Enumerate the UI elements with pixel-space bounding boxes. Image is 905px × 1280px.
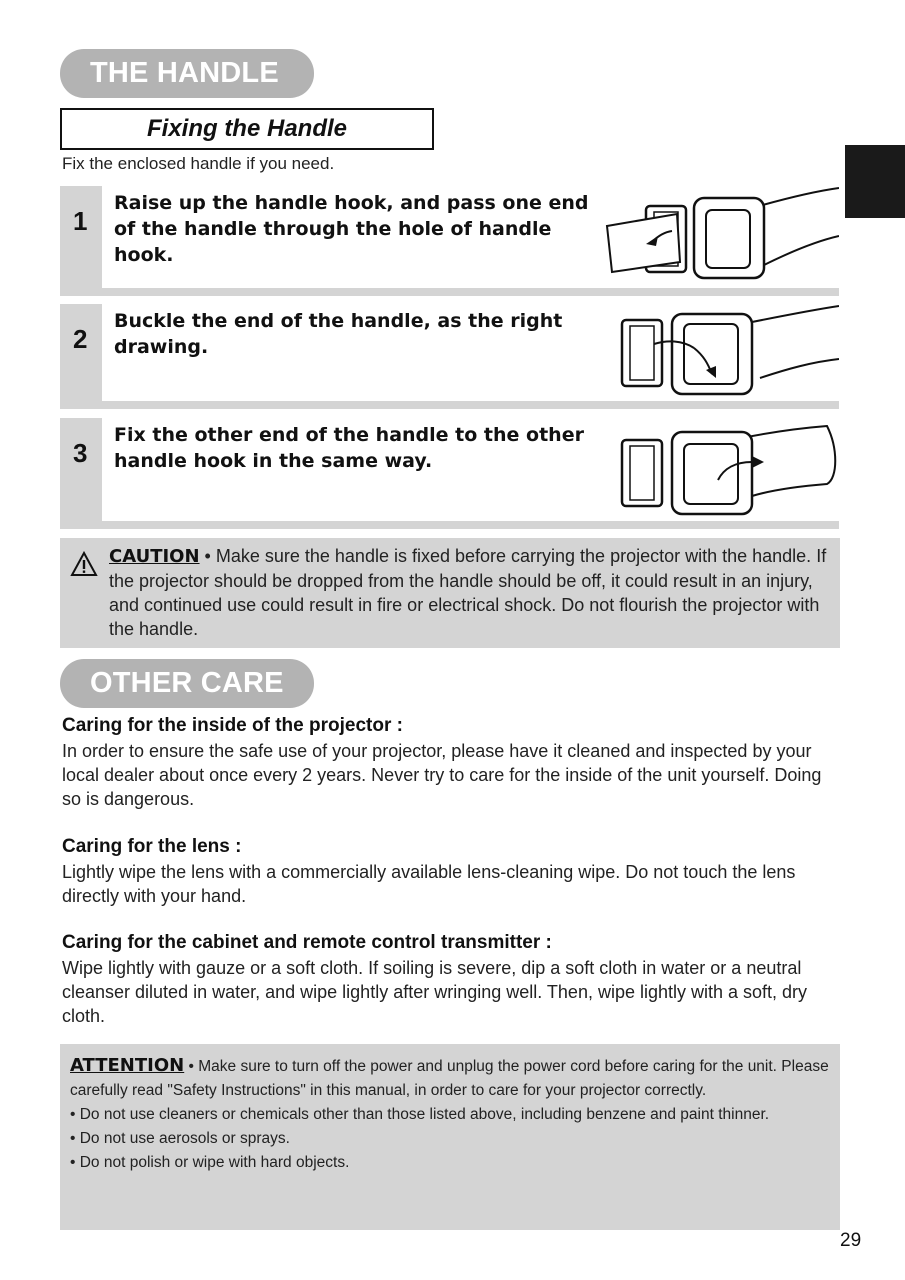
- attention-bullet-2: • Do not use aerosols or sprays.: [70, 1130, 290, 1147]
- caution-box: [60, 538, 840, 648]
- attention-bullet-3: • Do not polish or wipe with hard objects.: [70, 1154, 350, 1171]
- section-title-other-care: [60, 659, 314, 708]
- step-1-number: 1: [73, 206, 88, 236]
- step-1-text: Raise up the handle hook, and pass one end of the handle through the hole of handle hook.: [114, 192, 589, 266]
- step-2-panel: [102, 304, 839, 401]
- care-lens-body: Lightly wipe the lens with a commercially available lens-cleaning wipe. Do not touch the lens directly with your hand.: [62, 862, 796, 906]
- step-2-number: 2: [73, 324, 88, 354]
- attention-text: • Make sure to turn off the power and unplug the power cord before caring for the unit. Please carefully read "Safety Instructions" in this manual, in order to care for your projector correctly.: [70, 1058, 829, 1099]
- step-1: [60, 186, 839, 296]
- attention-paragraph: [70, 1054, 830, 1103]
- step-3-number: 3: [73, 438, 88, 468]
- care-lens-heading: Caring for the lens :: [62, 836, 242, 857]
- caution-text: • Make sure the handle is fixed before carrying the projector with the handle. If the projector should be dropped from the handle should be off, it could result in an injury, and continued use could result in fire or electrical shock. Do not flourish the projector with the handle.: [109, 546, 827, 639]
- handle-hook-step1-illustration: [602, 186, 839, 286]
- step-2: [60, 304, 839, 409]
- fixing-handle-subheading-text: Fixing the Handle: [146, 115, 347, 142]
- step-3-text: Fix the other end of the handle to the other handle hook in the same way.: [114, 424, 584, 472]
- fixing-intro-text: Fix the enclosed handle if you need.: [62, 154, 335, 173]
- section-side-tab: [845, 145, 905, 218]
- warning-triangle-icon: [70, 551, 98, 577]
- section-title-handle-text: THE HANDLE: [90, 57, 279, 89]
- fixing-handle-subheading: [60, 108, 434, 150]
- step-1-panel: [102, 186, 839, 288]
- step-3-panel: [102, 418, 839, 521]
- step-2-text: Buckle the end of the handle, as the right drawing.: [114, 310, 563, 358]
- section-title-other-care-text: OTHER CARE: [90, 667, 284, 699]
- caution-paragraph: [72, 544, 828, 641]
- caution-label: CAUTION: [109, 546, 200, 567]
- section-title-handle: [60, 49, 314, 98]
- page-number: 29: [840, 1230, 862, 1251]
- care-cabinet-body: Wipe lightly with gauze or a soft cloth. If soiling is severe, dip a soft cloth in water or a neutral cleanser diluted in water, and wipe lightly after wringing well. Then, wipe lightly with a soft, dry cloth.: [62, 958, 808, 1026]
- care-inside-body: In order to ensure the safe use of your projector, please have it cleaned and inspected by your local dealer about once every 2 years. Never try to care for the inside of the unit yourself. Doing so is dangerous.: [62, 741, 822, 809]
- handle-hook-step2-illustration: [612, 304, 839, 401]
- handle-hook-step3-illustration: [612, 418, 839, 521]
- care-inside-heading: Caring for the inside of the projector :: [62, 715, 403, 736]
- attention-box: [60, 1044, 840, 1230]
- step-3: [60, 418, 839, 529]
- attention-label: ATTENTION: [70, 1055, 185, 1076]
- care-cabinet-heading: Caring for the cabinet and remote control transmitter :: [62, 932, 552, 953]
- attention-bullet-1: • Do not use cleaners or chemicals other than those listed above, including benzene and paint thinner.: [70, 1106, 770, 1123]
